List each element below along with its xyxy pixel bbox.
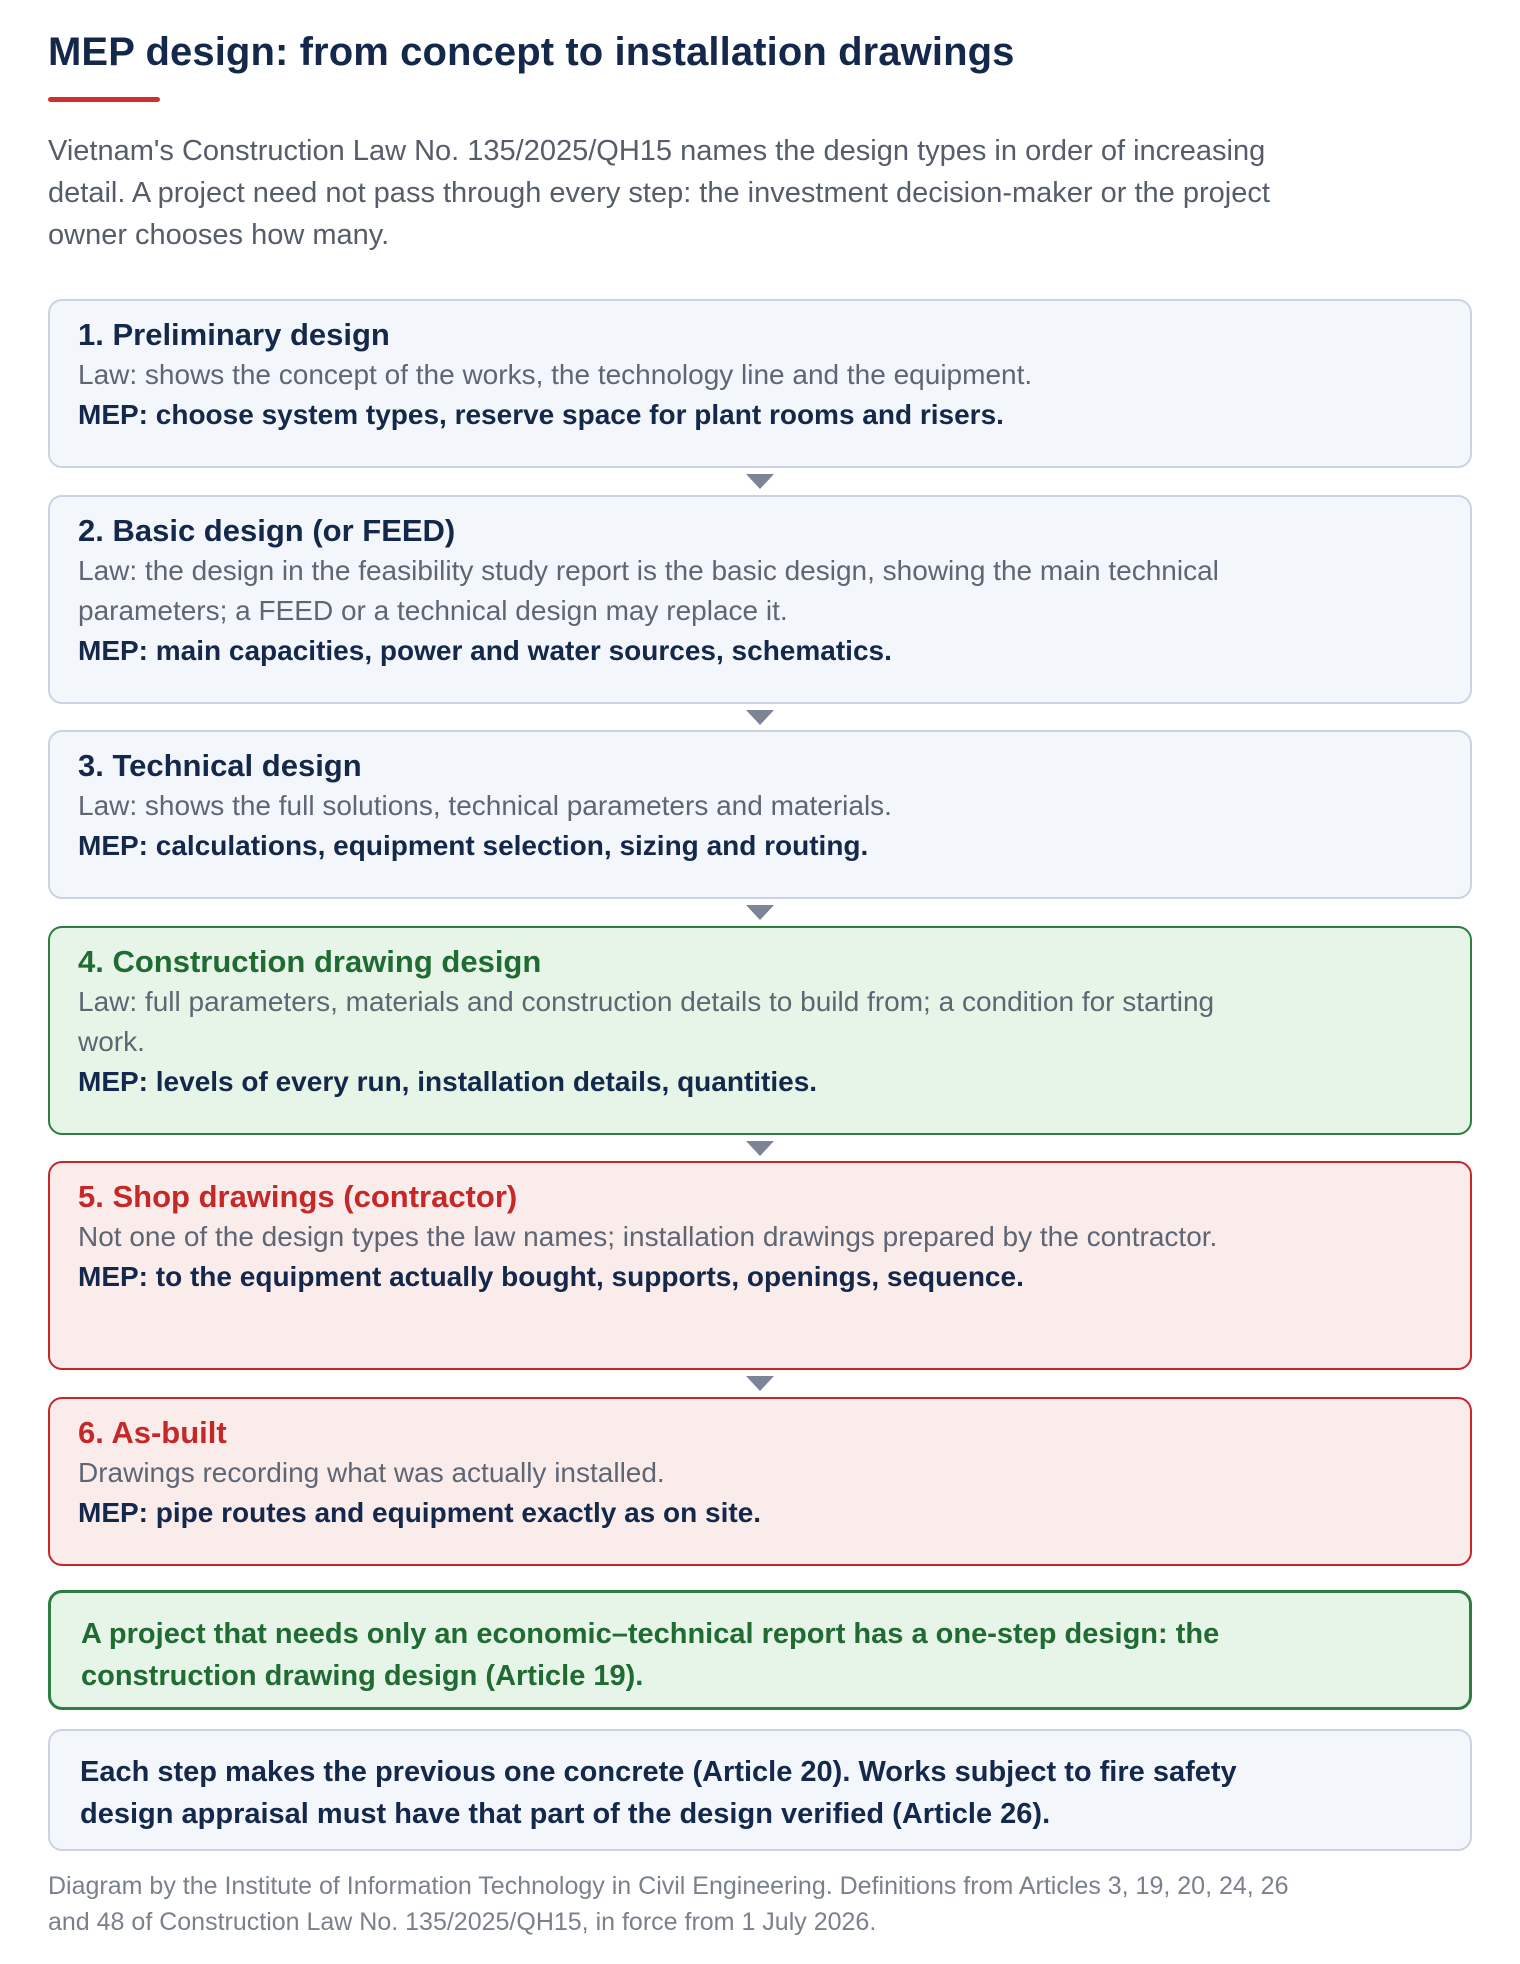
step-law-text: Law: shows the full solutions, technical parameters and materials.: [78, 790, 892, 821]
step-preliminary-design: [48, 299, 1472, 468]
one-step-design-note: [48, 1590, 1472, 1710]
article-references-note: [48, 1729, 1472, 1851]
title-underline: [48, 97, 160, 102]
step-title: 1. Preliminary design: [78, 317, 390, 352]
step-title: 2. Basic design (or FEED): [78, 513, 456, 548]
down-arrow-icon: [746, 1141, 774, 1156]
step-mep-text: MEP: levels of every run, installation details, quantities.: [78, 1066, 818, 1097]
step-law-text: Law: shows the concept of the works, the technology line and the equipment.: [78, 359, 1033, 390]
step-mep-text: MEP: to the equipment actually bought, supports, openings, sequence.: [78, 1261, 1024, 1292]
step-technical-design: [48, 730, 1472, 899]
step-mep-text: MEP: choose system types, reserve space for plant rooms and risers.: [78, 399, 1004, 430]
down-arrow-icon: [746, 710, 774, 725]
down-arrow-icon: [746, 1376, 774, 1391]
step-mep-text: MEP: pipe routes and equipment exactly as on site.: [78, 1497, 762, 1528]
step-title: 5. Shop drawings (contractor): [78, 1179, 518, 1214]
step-shop-drawings: [48, 1161, 1472, 1370]
down-arrow-icon: [746, 905, 774, 920]
note-text: A project that needs only an economic–technical report has a one-step design: the construction drawing design (Article 19).: [81, 1618, 1220, 1692]
note-text: Each step makes the previous one concrete (Article 20). Works subject to fire safety design appraisal must have that part of the design verified (Article 26).: [80, 1756, 1237, 1830]
step-law-text: Law: full parameters, materials and construction details to build from; a condition for starting work.: [78, 986, 1215, 1057]
step-mep-text: MEP: calculations, equipment selection, sizing and routing.: [78, 830, 869, 861]
intro-paragraph: Vietnam's Construction Law No. 135/2025/QH15 names the design types in order of increasing detail. A project need not pass through every step: the investment decision-maker or the project owner chooses how many.: [48, 135, 1270, 251]
step-mep-text: MEP: main capacities, power and water sources, schematics.: [78, 635, 892, 666]
step-law-text: Not one of the design types the law names; installation drawings prepared by the contractor.: [78, 1221, 1218, 1252]
step-title: 4. Construction drawing design: [78, 944, 542, 979]
step-title: 3. Technical design: [78, 748, 362, 783]
page-title: MEP design: from concept to installation drawings: [48, 30, 1015, 74]
footer-credit: Diagram by the Institute of Information Technology in Civil Engineering. Definitions from Articles 3, 19, 20, 24, 26 and 48 of Construction Law No. 135/2025/QH15, in force from 1 July 2026.: [48, 1872, 1289, 1936]
step-basic-design: [48, 495, 1472, 704]
step-construction-drawing-design: [48, 926, 1472, 1135]
step-as-built: [48, 1397, 1472, 1566]
down-arrow-icon: [746, 474, 774, 489]
step-law-text: Drawings recording what was actually installed.: [78, 1457, 665, 1488]
step-title: 6. As-built: [78, 1415, 227, 1450]
step-law-text: Law: the design in the feasibility study report is the basic design, showing the main technical parameters; a FEED or a technical design may replace it.: [78, 555, 1219, 626]
